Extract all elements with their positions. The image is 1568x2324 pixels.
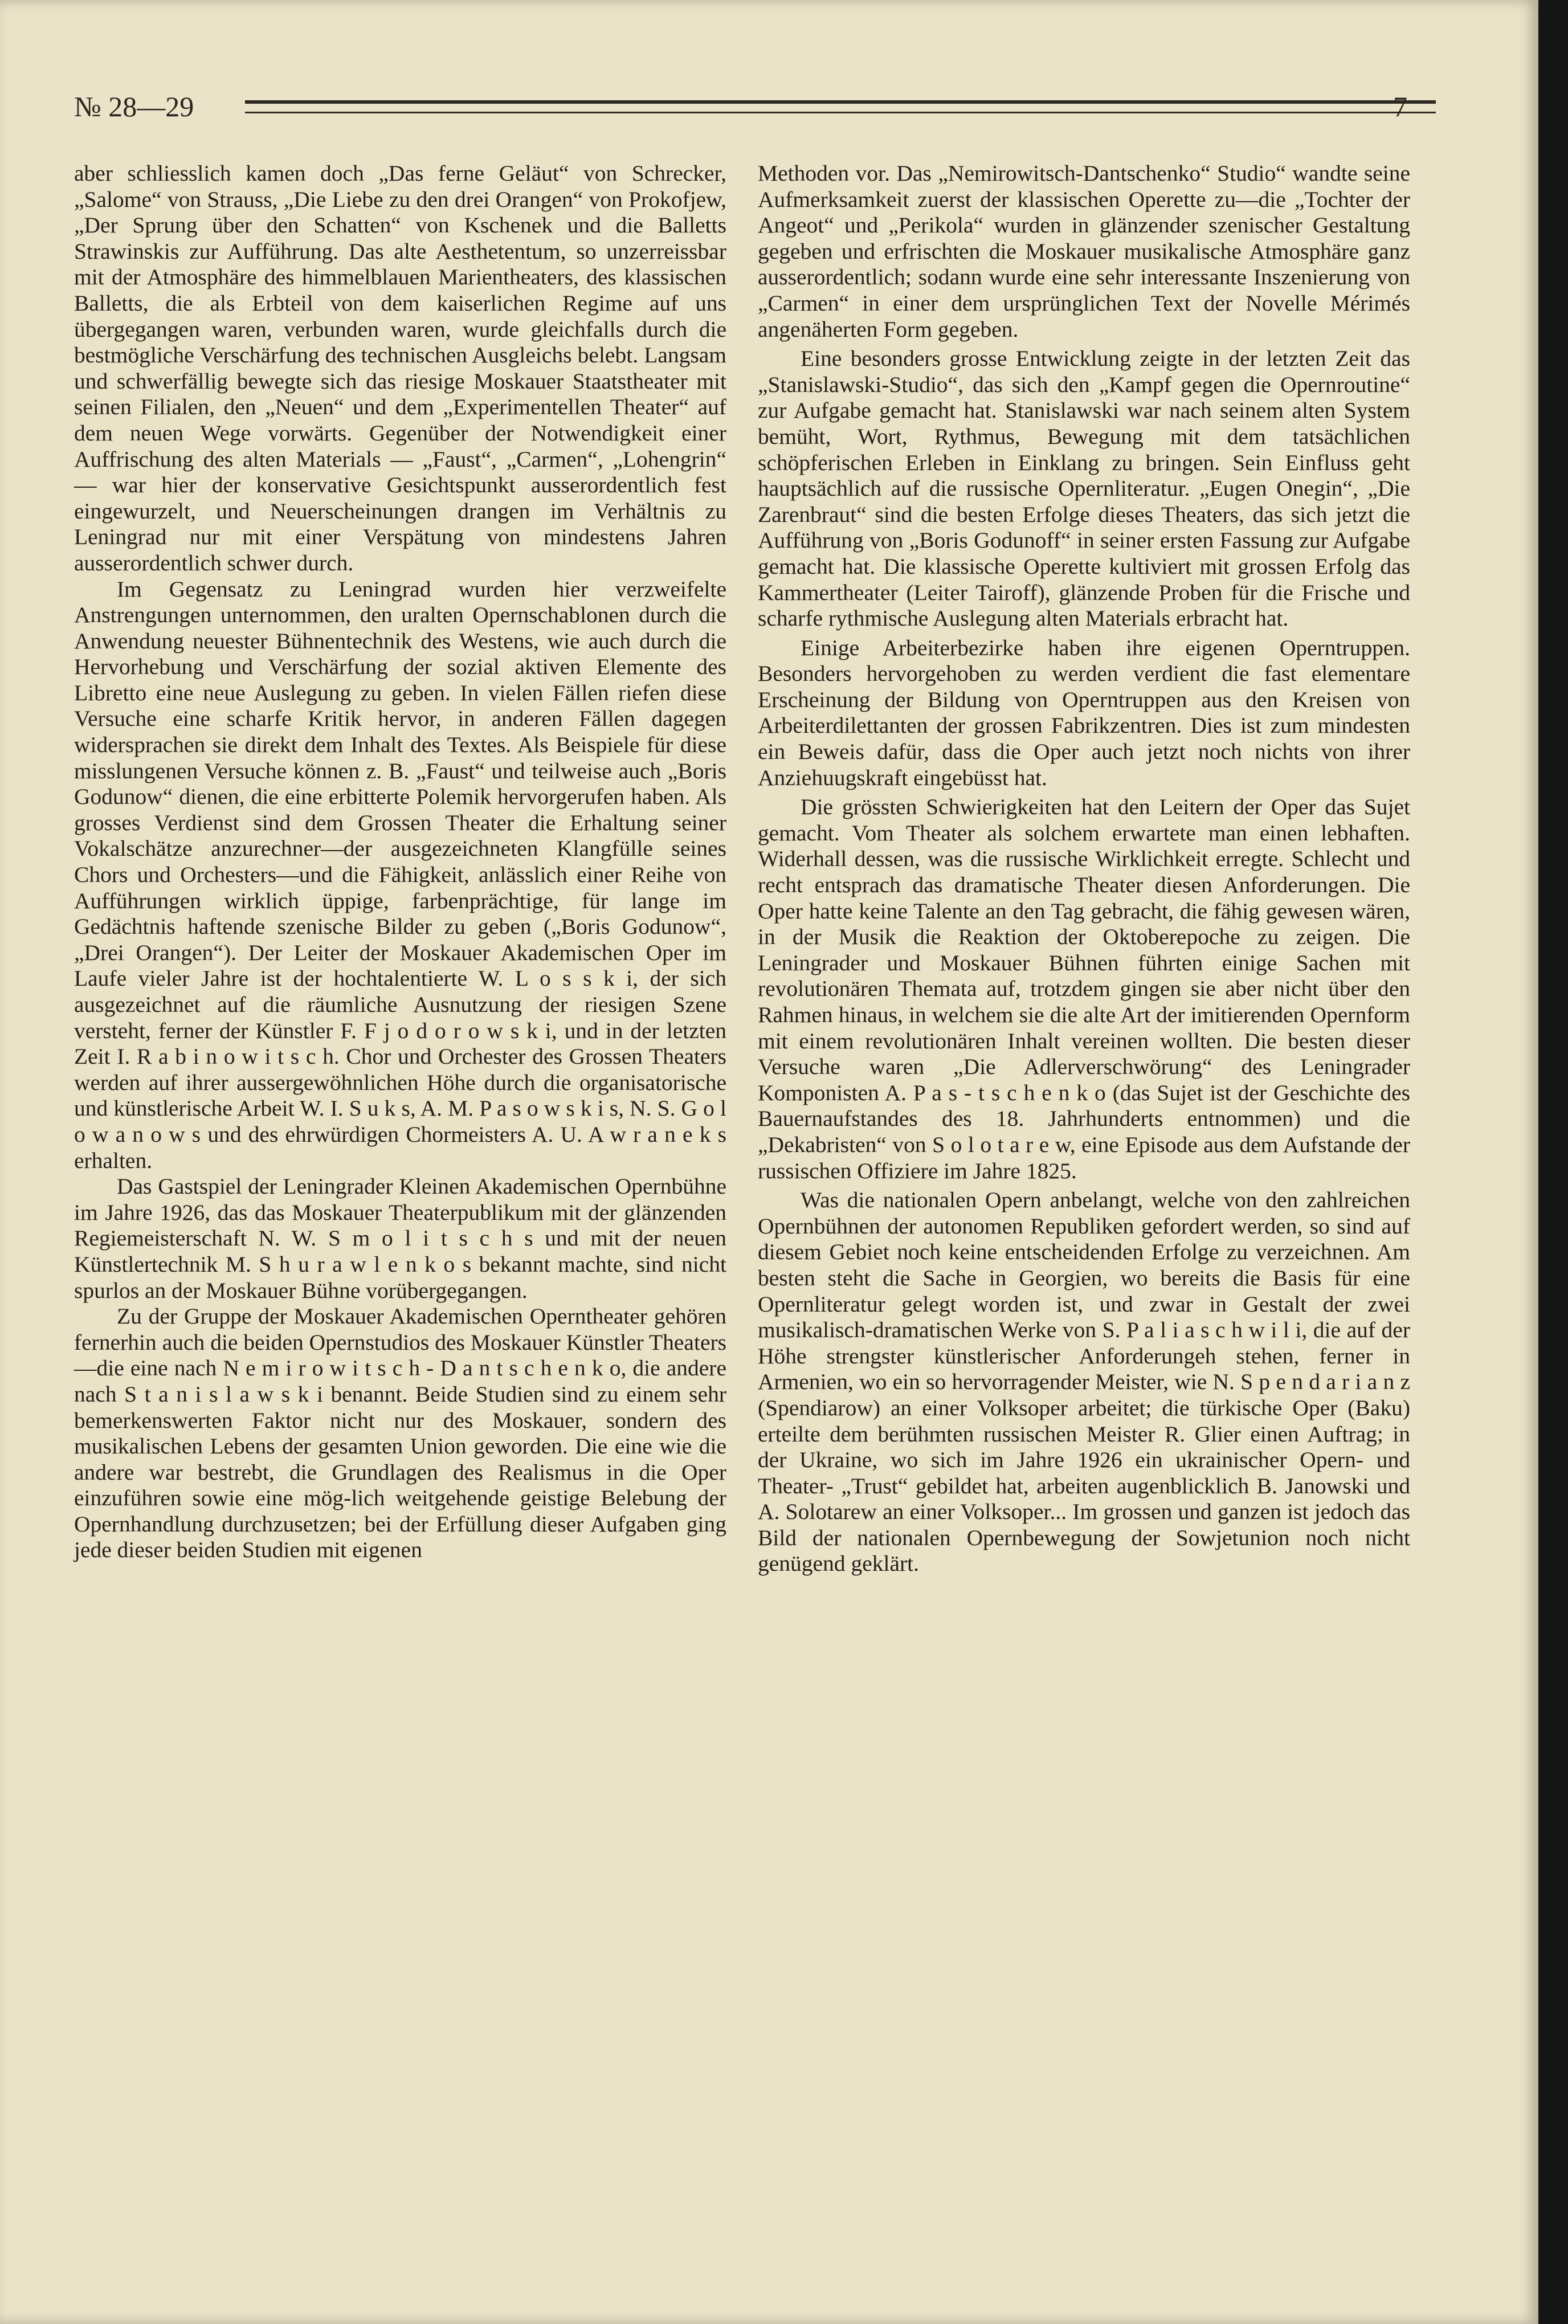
page-number: 7 (1393, 91, 1407, 122)
paragraph: Im Gegensatz zu Leningrad wurden hier verzweifelte Anstrengungen unternommen, den uralten Opernschablonen durch die Anwendung neuester Bühnentechnik des Westens, wie auch durch die Hervorhebung und Verschärfung der sozial aktiven Elemente des Libretto eine neue Auslegung zu geben. In vielen Fällen riefen diese Versuche eine scharfe Kritik hervor, in anderen Fällen dagegen widersprachen sie direkt dem Inhalt des Textes. Als Beispiele für diese misslungenen Versuche können z. B. „Faust“ und teilweise auch „Boris Godunow“ dienen, die eine erbitterte Polemik hervorgerufen haben. Als grosses Verdienst sind dem Grossen Theater die Erhaltung seiner Vokalschätze anzurechner—der ausgezeichneten Klangfülle seines Chors und Orchesters—und die Fähigkeit, anlässlich einer Reihe von Aufführungen wirklich üppige, farbenprächtige, für lange im Gedächtnis haftende szenische Bilder zu geben („Boris Godunow“,„Drei Orangen“). Der Leiter der Moskauer Akademischen Oper im Laufe vieler Jahre ist der hochtalentierte W. L o s s k i, der sich ausgezeichnet auf die räumliche Ausnutzung der riesigen Szene versteht, ferner der Künstler F. F j o d o r o w s k i, und in der letzten Zeit I. R a b i n o w i t s c h. Chor und Orchester des Grossen Theaters werden auf ihrer aussergewöhnlichen Höhe durch die organisatorische und künstlerische Arbeit W. I. S u k s, A. M. P a s o w s k i s, N. S. G o l o w a n o w s und des ehrwürdigen Chormeisters A. U. A w r a n e k s erhalten. (74, 576, 726, 1173)
page-edge (1538, 0, 1568, 2324)
header-rule-thin (245, 112, 1436, 113)
paragraph: Einige Arbeiterbezirke haben ihre eigenen Operntruppen. Besonders hervorgehoben zu werden verdient die fast elementare Erscheinung der Bildung von Operntruppen aus den Kreisen von Arbeiterdilettanten der grossen Fabrikzentren. Dies ist zum mindesten ein Beweis dafür, dass die Oper auch jetzt noch nichts von ihrer Anziehuugskraft eingebüsst hat. (758, 635, 1410, 790)
paragraph: Zu der Gruppe der Moskauer Akademischen Operntheater gehören fernerhin auch die beiden Opernstudios des Moskauer Künstler Theaters—die eine nach N e m i r o w i t s c h - D a n t s c h e n k o, die andere nach S t a n i s l a w s k i benannt. Beide Studien sind zu einem sehr bemerkenswerten Faktor nicht nur des Moskauer, sondern des musikalischen Lebens der gesamten Union geworden. Die eine wie die andere war bestrebt, die Grundlagen des Realismus in die Oper einzuführen sowie eine mög-lich weitgehende geistige Belebung der Opernhandlung durchzusetzen; bei der Erfüllung dieser Aufgaben ging jede dieser beiden Studien mit eigenen (74, 1304, 726, 1563)
paragraph: Methoden vor. Das „Nemirowitsch-Dantschenko“ Studio“ wandte seine Aufmerksamkeit zuerst der klassischen Operette zu—die „Tochter der Angeot“ und „Perikola“ wurden in glänzender szenischer Gestaltung gegeben und erfrischten die Moskauer musikalische Atmosphäre ganz ausserordentlich; sodann wurde eine sehr interessante Inszenierung von „Carmen“ in einer dem ursprünglichen Text der Novelle Mérimés angenäherten Form gegeben. (758, 161, 1410, 342)
paragraph: aber schliesslich kamen doch „Das ferne Geläut“ von Schrecker, „Salome“ von Strauss, „Die Liebe zu den drei Orangen“ von Prokofjew, „Der Sprung über den Schatten“ von Kschenek und die Balletts Strawinskis zur Aufführung. Das alte Aesthetentum, so unzerreissbar mit der Atmosphäre des himmelblauen Marientheaters, des klassischen Balletts, die als Erbteil von dem kaiserlichen Regime auf uns übergegangen waren, verbunden waren, wurde gleichfalls durch die bestmögliche Verschärfung des technischen Ausgleichs belebt. Langsam und schwerfällig bewegte sich das riesige Moskauer Staatstheater mit seinen Filialen, den „Neuen“ und dem „Experimentellen Theater“ auf dem neuen Wege vorwärts. Gegenüber der Notwendigkeit einer Auffrischung des alten Materials — „Faust“, „Carmen“, „Lohengrin“ — war hier der konservative Gesichtspunkt ausserordentlich fest eingewurzelt, und Neuerscheinungen drangen im Verhältnis zu Leningrad nur mit einer Verspätung von mindestens Jahren ausserordentlich schwer durch. (74, 161, 726, 575)
paragraph: Die grössten Schwierigkeiten hat den Leitern der Oper das Sujet gemacht. Vom Theater als solchem erwartete man einen lebhaften. Widerhall dessen, was die russische Wirklichkeit erregte. Schlecht und recht entsprach das dramatische Theater diesen Anforderungen. Die Oper hatte keine Talente an den Tag gebracht, die fähig gewesen wären, in der Musik die Reaktion der Oktoberepoche zu zeigen. Die Leningrader und Moskauer Bühnen führten einige Sachen mit revolutionären Themata auf, trotzdem gingen sie aber nicht über den Rahmen hinaus, in welchem sie die alte Art der imitierenden Opernform mit einem revolutionären Inhalt vereinen wollten. Die besten dieser Versuche waren „Die Adlerverschwörung“ des Leningrader Komponisten A. P a s - t s c h e n k o (das Sujet ist der Geschichte des Bauernaufstandes des 18. Jahrhunderts entnommen) und die „Dekabristen“ von S o l o t a r e w, eine Episode aus dem Aufstande der russischen Offiziere im Jahre 1825. (758, 794, 1410, 1183)
paragraph: Das Gastspiel der Leningrader Kleinen Akademischen Opernbühne im Jahre 1926, das das Moskauer Theaterpublikum mit der glänzenden Regiemeisterschaft N. W. S m o l i t s c h s und mit der neuen Künstlertechnik M. S h u r a w l e n k o s bekannt machte, sind nicht spurlos an der Moskauer Bühne vorübergegangen. (74, 1174, 726, 1303)
issue-number: № 28—29 (74, 91, 194, 122)
paragraph: Was die nationalen Opern anbelangt, welche von den zahlreichen Opernbühnen der autonomen Republiken gefordert werden, so sind auf diesem Gebiet noch keine entscheidenden Erfolge zu verzeichnen. Am besten steht die Sache in Georgien, wo bereits die Basis für eine Opernliteratur gelegt worden ist, und zwar in Gestalt der zwei musikalisch-dramatischen Werke von S. P a l i a s c h w i l i, die auf der Höhe strengster künstlerischer Anforderungeh stehen, ferner in Armenien, wo ein so hervorragender Meister, wie N. S p e n d a r i a n z (Spendiarow) an einer Volksoper arbeitet; die türkische Oper (Baku) erteilte dem berühmten russischen Meister R. Glier einen Auftrag; in der Ukraine, wo sich im Jahre 1926 ein ukrainischer Opern- und Theater- „Trust“ gebildet hat, arbeiten augenblicklich B. Janowski und A. Solotarew an einer Volksoper... Im grossen und ganzen ist jedoch das Bild der nationalen Opernbewegung der Sowjetunion noch nicht genügend geklärt. (758, 1187, 1410, 1576)
page-header (74, 85, 1407, 131)
paragraph: Eine besonders grosse Entwicklung zeigte in der letzten Zeit das „Stanislawski-Studio“, das sich den „Kampf gegen die Opernroutine“ zur Aufgabe gemacht hat. Stanislawski war nach seinem alten System bemüht, Wort, Rythmus, Bewegung mit dem tatsächlichen schöpferischen Erleben in Einklang zu bringen. Sein Einfluss geht hauptsächlich auf die russische Opernliteratur. „Eugen Onegin“, „Die Zarenbraut“ sind die besten Erfolge dieses Theaters, das sich jetzt die Aufführung von „Boris Godunoff“ in seiner ersten Fassung zur Aufgabe gemacht hat. Die klassische Operette kultiviert mit grossen Erfolg das Kammertheater (Leiter Tairoff), glänzende Proben für die Frische und scharfe rythmische Auslegung alten Materials erbracht hat. (758, 346, 1410, 631)
right-column (758, 161, 1410, 1577)
header-rule (245, 100, 1436, 104)
left-column (74, 161, 726, 1563)
